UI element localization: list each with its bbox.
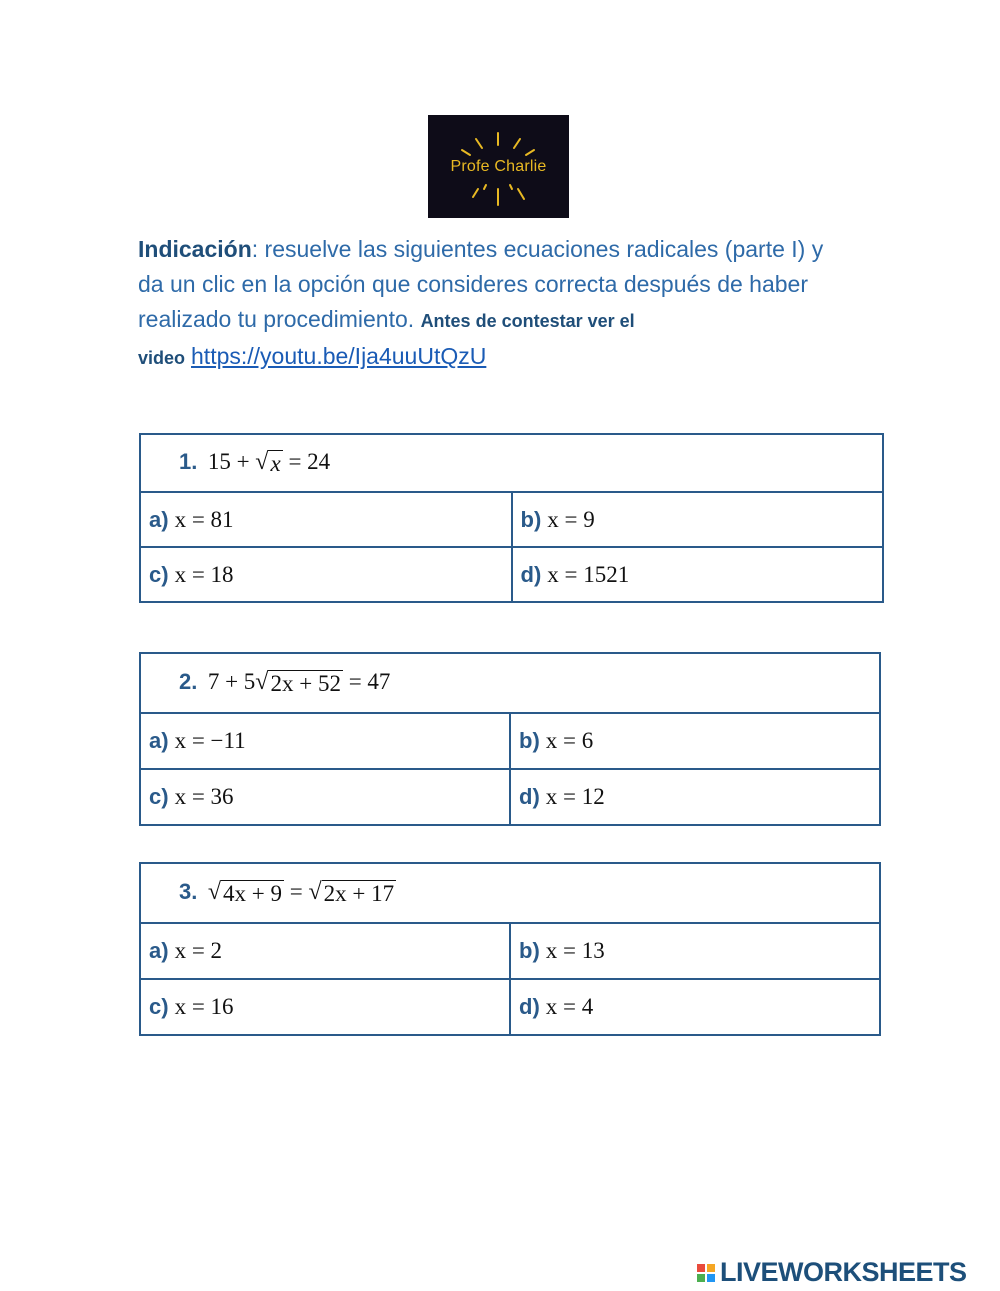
question-number: 3. [179, 879, 198, 905]
option-d[interactable]: d) x = 1521 [512, 547, 884, 602]
instructions-label: Indicación [138, 236, 252, 262]
option-d[interactable]: d) x = 12 [510, 769, 880, 825]
option-d[interactable]: d) x = 4 [510, 979, 880, 1035]
question-1-prompt [140, 434, 883, 492]
option-b[interactable]: b) x = 6 [510, 713, 880, 769]
question-3-table [139, 862, 881, 1036]
option-c[interactable]: c) x = 36 [140, 769, 510, 825]
question-2-table [139, 652, 881, 826]
video-link[interactable]: https://youtu.be/Ija4uuUtQzU [191, 343, 487, 369]
equation: √ 4x + 9 = √ 2x + 17 [207, 879, 395, 907]
logo-text: Profe Charlie [450, 157, 547, 175]
liveworksheets-logo [697, 1257, 967, 1288]
option-c[interactable]: c) x = 16 [140, 979, 510, 1035]
instructions-note: Antes de contestar ver el video [138, 311, 635, 368]
equation: 15 + √ x = 24 [207, 449, 331, 477]
equation: 7 + 5 √ 2x + 52 = 47 [207, 669, 391, 697]
option-a[interactable]: a) x = 2 [140, 923, 510, 979]
option-a[interactable]: a) x = −11 [140, 713, 510, 769]
option-c[interactable]: c) x = 18 [140, 547, 512, 602]
instructions [138, 232, 838, 376]
option-a[interactable]: a) x = 81 [140, 492, 512, 547]
liveworksheets-text: LIVEWORKSHEETS [720, 1257, 967, 1287]
option-b[interactable]: b) x = 13 [510, 923, 880, 979]
liveworksheets-icon [697, 1264, 715, 1282]
option-b[interactable]: b) x = 9 [512, 492, 884, 547]
question-number: 2. [179, 669, 198, 695]
logo [428, 115, 569, 218]
instructions-text: : resuelve las siguientes ecuaciones radicales (parte I) y da un clic en la opción que consideres correcta después de haber realizado tu procedimiento. [138, 236, 824, 332]
question-2-prompt [140, 653, 880, 713]
question-1-table [139, 433, 884, 603]
question-3-prompt [140, 863, 880, 923]
question-number: 1. [179, 449, 198, 475]
